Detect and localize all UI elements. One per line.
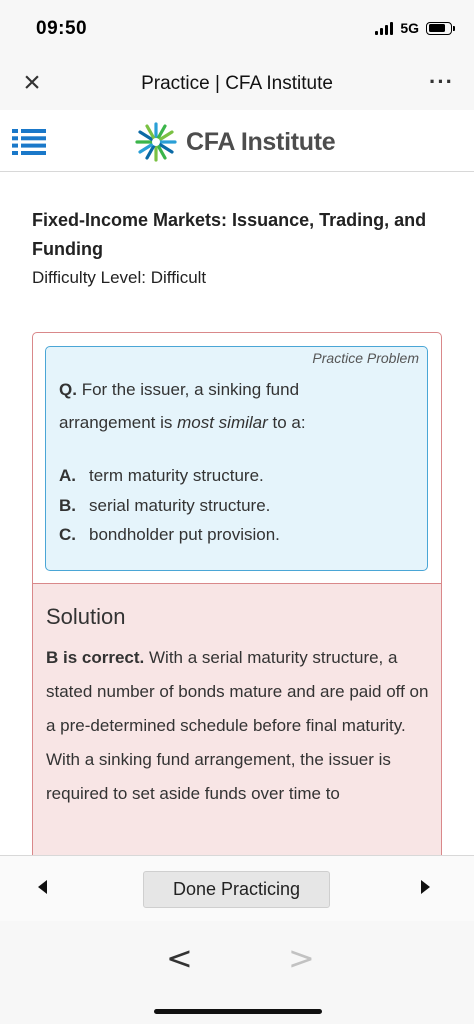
back-icon[interactable]: < bbox=[166, 939, 193, 977]
practice-problem-box bbox=[45, 346, 428, 571]
status-indicators bbox=[375, 20, 452, 36]
signal-icon bbox=[375, 21, 393, 35]
question-text bbox=[59, 373, 399, 439]
answer-text: serial maturity structure. bbox=[89, 495, 271, 515]
solution-text bbox=[46, 641, 431, 811]
status-time: 09:50 bbox=[36, 18, 88, 39]
browser-nav-bar bbox=[0, 58, 474, 110]
question-part2: to a: bbox=[272, 413, 306, 432]
solution-box bbox=[33, 583, 442, 872]
practice-card bbox=[32, 332, 442, 872]
cfa-globe-icon bbox=[134, 122, 178, 162]
done-practicing-button[interactable]: Done Practicing bbox=[143, 871, 330, 908]
answer-option-b[interactable] bbox=[59, 491, 280, 521]
more-icon[interactable]: ··· bbox=[429, 69, 454, 94]
forward-icon[interactable]: > bbox=[288, 939, 315, 977]
browser-bottom-bar bbox=[0, 921, 474, 1024]
cfa-logo[interactable] bbox=[134, 122, 335, 162]
answer-letter: A. bbox=[59, 466, 76, 485]
solution-lead: B is correct. bbox=[46, 648, 145, 667]
status-bar bbox=[0, 0, 474, 58]
answer-option-c[interactable] bbox=[59, 520, 280, 550]
question-emphasis: most similar bbox=[177, 413, 268, 432]
battery-icon bbox=[426, 22, 452, 35]
network-type: 5G bbox=[400, 20, 419, 36]
home-indicator[interactable] bbox=[154, 1009, 322, 1014]
menu-list-icon[interactable] bbox=[12, 129, 46, 155]
triangle-right-icon[interactable] bbox=[421, 880, 430, 894]
question-part1: For the issuer, a sinking fund arrangement is bbox=[59, 380, 300, 432]
difficulty-level: Difficulty Level: Difficult bbox=[32, 268, 207, 287]
site-header bbox=[0, 110, 474, 172]
close-icon[interactable]: × bbox=[23, 66, 41, 99]
answer-letter: B. bbox=[59, 495, 76, 515]
answer-text: bondholder put provision. bbox=[89, 525, 280, 544]
question-prefix: Q. bbox=[59, 380, 77, 399]
solution-body: With a serial maturity structure, a stated number of bonds mature and are paid off on a pre-determined schedule before final maturity. With a sinking fund arrangement, the issuer is required to set aside funds over time to bbox=[46, 648, 429, 803]
logo-text: CFA Institute bbox=[186, 127, 336, 156]
page-title: Practice | CFA Institute bbox=[141, 73, 333, 94]
answer-list bbox=[59, 461, 280, 550]
topic-title: Fixed-Income Markets: Issuance, Trading, and Funding bbox=[32, 210, 427, 259]
answer-letter: C. bbox=[59, 525, 76, 544]
practice-problem-label: Practice Problem bbox=[312, 350, 419, 366]
practice-toolbar bbox=[0, 855, 474, 921]
solution-title: Solution bbox=[46, 604, 126, 629]
answer-option-a[interactable] bbox=[59, 461, 280, 491]
answer-text: term maturity structure. bbox=[89, 466, 264, 485]
triangle-left-icon[interactable] bbox=[38, 880, 47, 894]
